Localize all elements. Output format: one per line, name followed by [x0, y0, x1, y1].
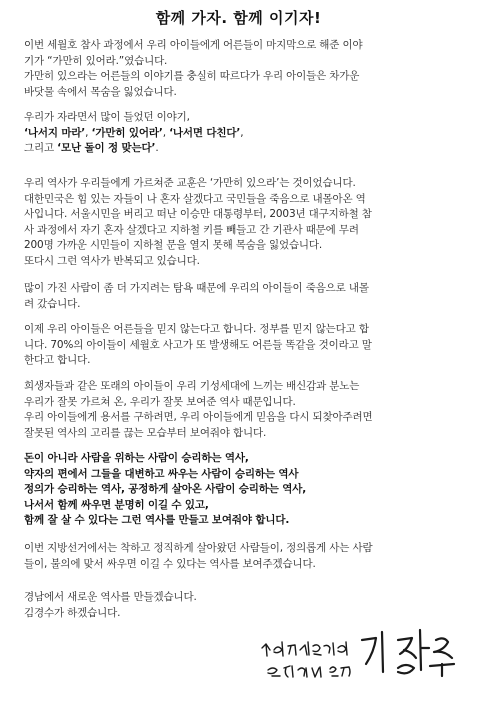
text-line: 정의가 승리하는 역사, 공정하게 살아온 사람이 승리하는 역사, — [24, 483, 307, 495]
text-line: 돈이 아니라 사람을 위하는 사람이 승리하는 역사, — [24, 452, 249, 464]
text-line: 사입니다. 서울시민을 버리고 떠난 이승만 대통령부터, 2003년 대구지하철 참 — [24, 208, 372, 220]
text-line: 이번 지방선거에서는 착하고 정직하게 살아왔던 사람들이, 정의롭게 사는 사람 — [24, 542, 373, 554]
text-line: 기가 “가만히 있어라.”였습니다. — [24, 54, 168, 67]
text-line: 많이 가진 사람이 좀 더 가지려는 탐욕 때문에 우리의 아이들이 죽음으로 내몰 — [24, 282, 369, 294]
text-line: 바닷물 속에서 목숨을 잃었습니다. — [24, 85, 177, 98]
text-line: 희생자들과 같은 또래의 아이들이 우리 기성세대에 느끼는 배신감과 분노는 — [24, 380, 360, 392]
quote-text: ‘나서면 다친다’ — [169, 126, 241, 139]
text-line: 들이, 불의에 맞서 싸우면 이길 수 있다는 역사를 보여주겠습니다. — [24, 557, 316, 570]
text-line: 가만히 있으라는 어른들의 이야기를 충실히 따르다가 우리 아이들은 차가운 — [24, 70, 360, 82]
quote-text: ‘모난 돌이 정 맞는다’ — [57, 142, 156, 154]
paragraph-closing — [24, 590, 464, 621]
paragraph-greed — [24, 281, 464, 312]
separator: , — [162, 126, 170, 139]
text-line: 이번 세월호 참사 과정에서 우리 아이들에게 어른들이 마지막으로 해준 이야 — [24, 39, 363, 51]
text-line: 200명 가까운 시민들이 지하철 문을 열지 못해 목숨을 잃었습니다. — [24, 239, 323, 251]
text-line-quotes — [24, 141, 464, 157]
text-line: 한다고 합니다. — [24, 354, 91, 366]
text-line: 잘못된 역사의 고리를 끊는 모습부터 보여줘야 합니다. — [24, 426, 267, 439]
paragraph-election — [24, 541, 464, 572]
separator: , — [85, 126, 92, 139]
separator: , — [240, 126, 244, 139]
separator: . — [155, 142, 159, 154]
paragraph-intro — [24, 38, 464, 100]
quote-text: ‘가만히 있어라’ — [91, 126, 163, 139]
paragraph-history — [24, 176, 464, 269]
text-line-quotes — [24, 126, 464, 142]
signature-name-text: 김경수 — [360, 680, 363, 681]
text-line: 김경수가 하겠습니다. — [24, 606, 121, 619]
text-line: 니다. 70%의 아이들이 세월호 사고가 또 발생해도 어른들 똑같을 것이라고 말 — [24, 338, 372, 351]
text-line: 우리가 자라면서 많이 들었던 이야기, — [24, 111, 190, 123]
text-line: 사 과정에서 자기 혼자 살겠다고 지하철 키를 빼들고 간 기관사 때문에 무려 — [24, 223, 359, 236]
text-line: 대한민국은 힘 있는 자들이 나 혼자 살겠다고 국민들을 죽음으로 내몰아온 역 — [24, 192, 366, 205]
signature-name — [362, 630, 454, 676]
text-line: 경남에서 새로운 역사를 만들겠습니다. — [24, 591, 197, 603]
signature-party-line — [262, 642, 347, 656]
paragraph-betrayal — [24, 379, 464, 441]
page-title: 함께 가자. 함께 이기자! — [155, 9, 322, 27]
text-line: 우리 아이들에게 용서를 구하려면, 우리 아이들에게 믿음을 다시 되찾아주려면 — [24, 411, 373, 423]
text-line: 또다시 그런 역사가 반복되고 있습니다. — [24, 254, 200, 267]
text-line: 우리 역사가 우리들에게 가르쳐준 교훈은 ‘가만히 있으라’는 것이었습니다. — [24, 177, 356, 189]
signature-title-line — [268, 666, 350, 677]
text-line: 려 갔습니다. — [24, 297, 81, 310]
text-line: 나서서 함께 싸우면 분명히 이길 수 있고, — [24, 498, 209, 511]
text-line: 우리가 잘못 가르쳐 온, 우리가 잘못 보여준 역사 때문입니다. — [24, 395, 296, 408]
paragraph-vision — [24, 451, 464, 529]
text-line: 약자의 편에서 그들을 대변하고 싸우는 사람이 승리하는 역사 — [24, 467, 299, 480]
signature-party: 새정치민주연합 — [254, 660, 261, 661]
prefix-text: 그리고 — [24, 142, 58, 154]
signature-role: 경남도지사 후보 — [254, 680, 262, 681]
text-line: 함께 잘 살 수 있다는 그런 역사를 만들고 보여줘야 합니다. — [24, 514, 290, 526]
text-line: 이제 우리 아이들은 어른들을 믿지 않는다고 합니다. 정부를 믿지 않는다고 합 — [24, 323, 369, 335]
paragraph-sayings — [24, 110, 464, 157]
paragraph-trust — [24, 322, 464, 369]
quote-text: ‘나서지 마라’ — [24, 126, 86, 139]
